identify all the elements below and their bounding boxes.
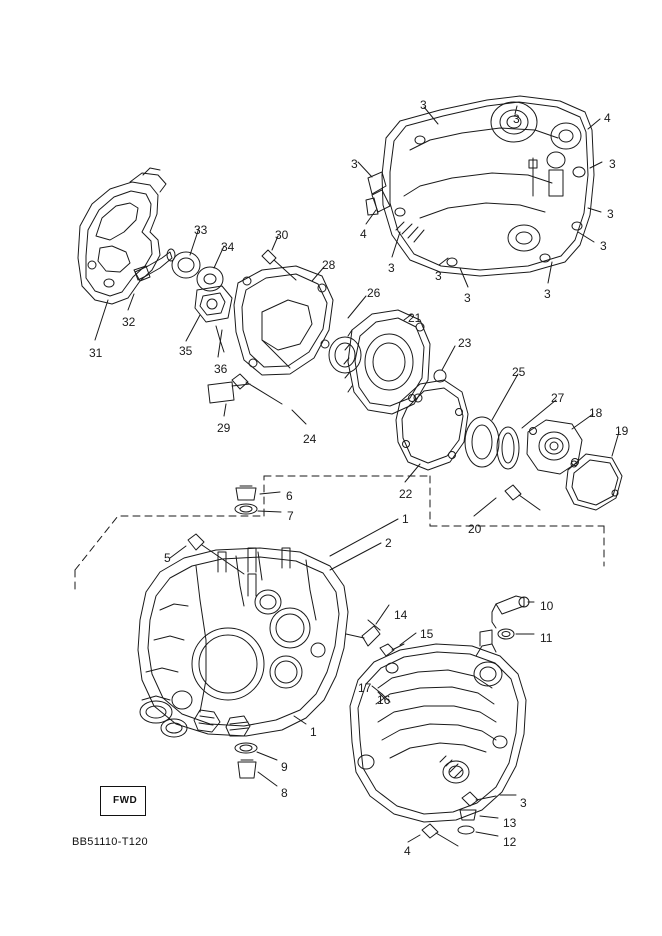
callout-6: 6 — [286, 489, 293, 503]
callout-21: 21 — [408, 311, 422, 325]
callout-1: 1 — [402, 512, 409, 526]
callout-25: 25 — [512, 365, 526, 379]
fwd-label: FWD — [113, 795, 138, 806]
callout-33: 33 — [194, 223, 208, 237]
callout-19: 19 — [615, 424, 629, 438]
part-code-label: BB51110-T120 — [72, 836, 148, 848]
callout-3: 3 — [388, 261, 395, 275]
callout-4: 4 — [404, 844, 411, 858]
callout-36: 36 — [214, 362, 228, 376]
callout-3: 3 — [464, 291, 471, 305]
callout-22: 22 — [399, 487, 413, 501]
callout-11: 11 — [540, 631, 553, 645]
callout-29: 29 — [217, 421, 231, 435]
callout-1: 1 — [310, 725, 317, 739]
callout-35: 35 — [179, 344, 193, 358]
callout-31: 31 — [89, 346, 103, 360]
callout-32: 32 — [122, 315, 136, 329]
callout-3: 3 — [420, 98, 427, 112]
callout-7: 7 — [287, 509, 294, 523]
callout-24: 24 — [303, 432, 317, 446]
callout-3: 3 — [607, 207, 614, 221]
callout-8: 8 — [281, 786, 288, 800]
callout-3: 3 — [435, 269, 442, 283]
callout-3: 3 — [513, 112, 520, 126]
callout-18: 18 — [589, 406, 603, 420]
callout-26: 26 — [367, 286, 381, 300]
callout-3: 3 — [600, 239, 607, 253]
callout-34: 34 — [221, 240, 235, 254]
callout-10: 10 — [540, 599, 554, 613]
callout-17: 17 — [358, 681, 372, 695]
callout-27: 27 — [551, 391, 565, 405]
callout-4: 4 — [604, 111, 611, 125]
callout-16: 16 — [377, 693, 391, 707]
callout-4: 4 — [360, 227, 367, 241]
callout-5: 5 — [164, 551, 171, 565]
callout-13: 13 — [503, 816, 517, 830]
callout-3: 3 — [520, 796, 527, 810]
callout-12: 12 — [503, 835, 517, 849]
callout-2: 2 — [385, 536, 392, 550]
callout-15: 15 — [420, 627, 434, 641]
callout-3: 3 — [351, 157, 358, 171]
callout-23: 23 — [458, 336, 472, 350]
callout-3: 3 — [609, 157, 616, 171]
callout-20: 20 — [468, 522, 482, 536]
callout-28: 28 — [322, 258, 336, 272]
callout-14: 14 — [394, 608, 408, 622]
callout-9: 9 — [281, 760, 288, 774]
callout-30: 30 — [275, 228, 289, 242]
callout-3: 3 — [544, 287, 551, 301]
